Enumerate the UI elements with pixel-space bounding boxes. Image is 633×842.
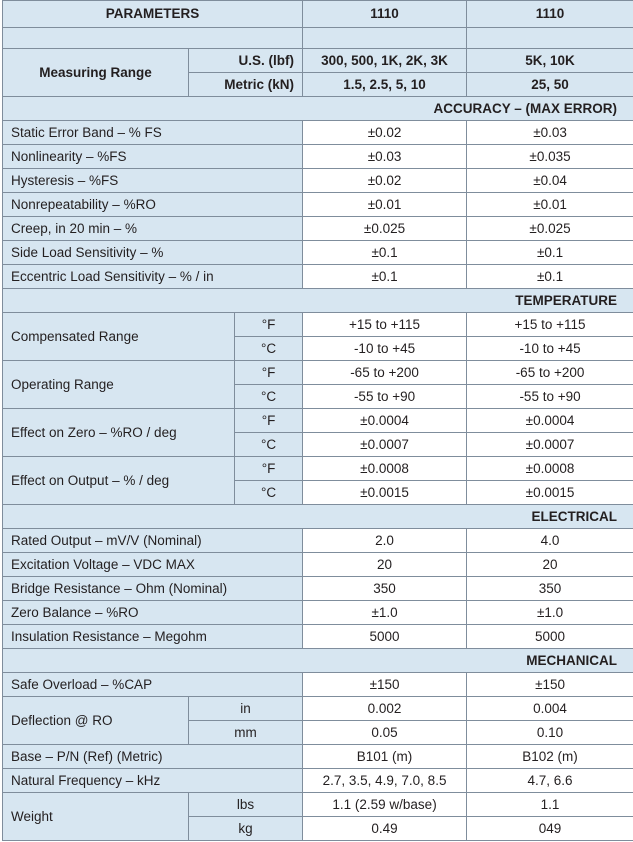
- range-us-1: 300, 500, 1K, 2K, 3K: [303, 49, 467, 73]
- value-2: ±0.025: [467, 217, 633, 241]
- value-1: +15 to +115: [303, 313, 467, 337]
- value-1: 2.7, 3.5, 4.9, 7.0, 8.5: [303, 769, 467, 793]
- specifications-table: [2, 0, 633, 841]
- value-2: 1.1: [467, 793, 633, 817]
- value-1: ±0.02: [303, 169, 467, 193]
- table-row: [3, 577, 633, 601]
- value-1: ±1.0: [303, 601, 467, 625]
- row-label: Operating Range: [3, 361, 235, 409]
- range-metric-1: 1.5, 2.5, 5, 10: [303, 73, 467, 97]
- table-row: [3, 769, 633, 793]
- value-2: ±0.1: [467, 241, 633, 265]
- row-label: Insulation Resistance – Megohm: [3, 625, 303, 649]
- range-metric-2: 25, 50: [467, 73, 633, 97]
- section-electrical-row: [3, 505, 633, 529]
- value-1: 0.05: [303, 721, 467, 745]
- value-2: ±0.0015: [467, 481, 633, 505]
- section-mechanical-title: MECHANICAL: [3, 649, 633, 673]
- row-label: Deflection @ RO: [3, 697, 189, 745]
- model-header-1: 1110: [303, 1, 467, 28]
- row-label: Creep, in 20 min – %: [3, 217, 303, 241]
- row-label: Effect on Output – % / deg: [3, 457, 235, 505]
- value-2: ±0.0007: [467, 433, 633, 457]
- model-header-2: 1110: [467, 1, 633, 28]
- header-row: [3, 1, 633, 28]
- row-label: Side Load Sensitivity – %: [3, 241, 303, 265]
- row-label: Weight: [3, 793, 189, 841]
- value-2: ±0.0004: [467, 409, 633, 433]
- parameters-header: PARAMETERS: [3, 1, 303, 28]
- table-row: [3, 673, 633, 697]
- unit-in: in: [189, 697, 303, 721]
- value-2: -10 to +45: [467, 337, 633, 361]
- table-row: [3, 553, 633, 577]
- table-row: [3, 193, 633, 217]
- value-2: ±0.0008: [467, 457, 633, 481]
- value-1: ±0.01: [303, 193, 467, 217]
- value-1: ±0.03: [303, 145, 467, 169]
- value-1: 0.002: [303, 697, 467, 721]
- row-label: Excitation Voltage – VDC MAX: [3, 553, 303, 577]
- row-label: Rated Output – mV/V (Nominal): [3, 529, 303, 553]
- table-row: [3, 529, 633, 553]
- value-1: ±0.0007: [303, 433, 467, 457]
- us-lbf-label: U.S. (lbf): [189, 49, 303, 73]
- row-label: Compensated Range: [3, 313, 235, 361]
- value-2: ±150: [467, 673, 633, 697]
- table-row: [3, 457, 633, 481]
- value-2: ±0.04: [467, 169, 633, 193]
- table-row: [3, 145, 633, 169]
- table-row: [3, 313, 633, 337]
- unit-f: °F: [235, 313, 303, 337]
- value-2: ±0.035: [467, 145, 633, 169]
- row-label: Zero Balance – %RO: [3, 601, 303, 625]
- table-row: [3, 409, 633, 433]
- value-2: 4.0: [467, 529, 633, 553]
- value-2: -55 to +90: [467, 385, 633, 409]
- section-mechanical-row: [3, 649, 633, 673]
- row-label: Hysteresis – %FS: [3, 169, 303, 193]
- section-temperature-title: TEMPERATURE: [3, 289, 633, 313]
- value-2: ±0.1: [467, 265, 633, 289]
- value-1: ±150: [303, 673, 467, 697]
- section-temperature-row: [3, 289, 633, 313]
- header-spacer-row: [3, 28, 633, 49]
- table-row: [3, 121, 633, 145]
- unit-c: °C: [235, 481, 303, 505]
- value-1: B101 (m): [303, 745, 467, 769]
- value-1: ±0.0008: [303, 457, 467, 481]
- unit-c: °C: [235, 433, 303, 457]
- value-1: -55 to +90: [303, 385, 467, 409]
- table-row: [3, 697, 633, 721]
- unit-f: °F: [235, 361, 303, 385]
- value-1: -10 to +45: [303, 337, 467, 361]
- value-2: B102 (m): [467, 745, 633, 769]
- unit-f: °F: [235, 409, 303, 433]
- unit-f: °F: [235, 457, 303, 481]
- value-1: -65 to +200: [303, 361, 467, 385]
- value-1: 2.0: [303, 529, 467, 553]
- value-2: 0.10: [467, 721, 633, 745]
- unit-mm: mm: [189, 721, 303, 745]
- section-electrical-title: ELECTRICAL: [3, 505, 633, 529]
- table-row: [3, 793, 633, 817]
- value-1: ±0.1: [303, 241, 467, 265]
- value-1: 20: [303, 553, 467, 577]
- table-row: [3, 361, 633, 385]
- metric-kn-label: Metric (kN): [189, 73, 303, 97]
- row-label: Base – P/N (Ref) (Metric): [3, 745, 303, 769]
- value-2: 20: [467, 553, 633, 577]
- table-row: [3, 241, 633, 265]
- value-1: ±0.0015: [303, 481, 467, 505]
- section-accuracy-title: ACCURACY – (MAX ERROR): [3, 97, 633, 121]
- value-1: ±0.025: [303, 217, 467, 241]
- range-us-2: 5K, 10K: [467, 49, 633, 73]
- value-1: 5000: [303, 625, 467, 649]
- row-label: Bridge Resistance – Ohm (Nominal): [3, 577, 303, 601]
- value-2: ±1.0: [467, 601, 633, 625]
- unit-lbs: lbs: [189, 793, 303, 817]
- row-label: Natural Frequency – kHz: [3, 769, 303, 793]
- value-1: ±0.02: [303, 121, 467, 145]
- value-2: 5000: [467, 625, 633, 649]
- measuring-range-us-row: [3, 49, 633, 73]
- row-label: Safe Overload – %CAP: [3, 673, 303, 697]
- value-1: 0.49: [303, 817, 467, 841]
- value-2: 4.7, 6.6: [467, 769, 633, 793]
- row-label: Nonrepeatability – %RO: [3, 193, 303, 217]
- table-row: [3, 745, 633, 769]
- table-row: [3, 169, 633, 193]
- unit-kg: kg: [189, 817, 303, 841]
- value-1: ±0.0004: [303, 409, 467, 433]
- value-2: 350: [467, 577, 633, 601]
- value-2: 0.004: [467, 697, 633, 721]
- unit-c: °C: [235, 337, 303, 361]
- value-2: ±0.01: [467, 193, 633, 217]
- measuring-range-label: Measuring Range: [3, 49, 189, 97]
- row-label: Nonlinearity – %FS: [3, 145, 303, 169]
- table-row: [3, 217, 633, 241]
- value-1: 350: [303, 577, 467, 601]
- table-row: [3, 265, 633, 289]
- value-1: ±0.1: [303, 265, 467, 289]
- unit-c: °C: [235, 385, 303, 409]
- value-1: 1.1 (2.59 w/base): [303, 793, 467, 817]
- section-accuracy-row: [3, 97, 633, 121]
- table-row: [3, 601, 633, 625]
- value-2: ±0.03: [467, 121, 633, 145]
- row-label: Eccentric Load Sensitivity – % / in: [3, 265, 303, 289]
- value-2: +15 to +115: [467, 313, 633, 337]
- row-label: Effect on Zero – %RO / deg: [3, 409, 235, 457]
- row-label: Static Error Band – % FS: [3, 121, 303, 145]
- value-2: 049: [467, 817, 633, 841]
- value-2: -65 to +200: [467, 361, 633, 385]
- table-row: [3, 625, 633, 649]
